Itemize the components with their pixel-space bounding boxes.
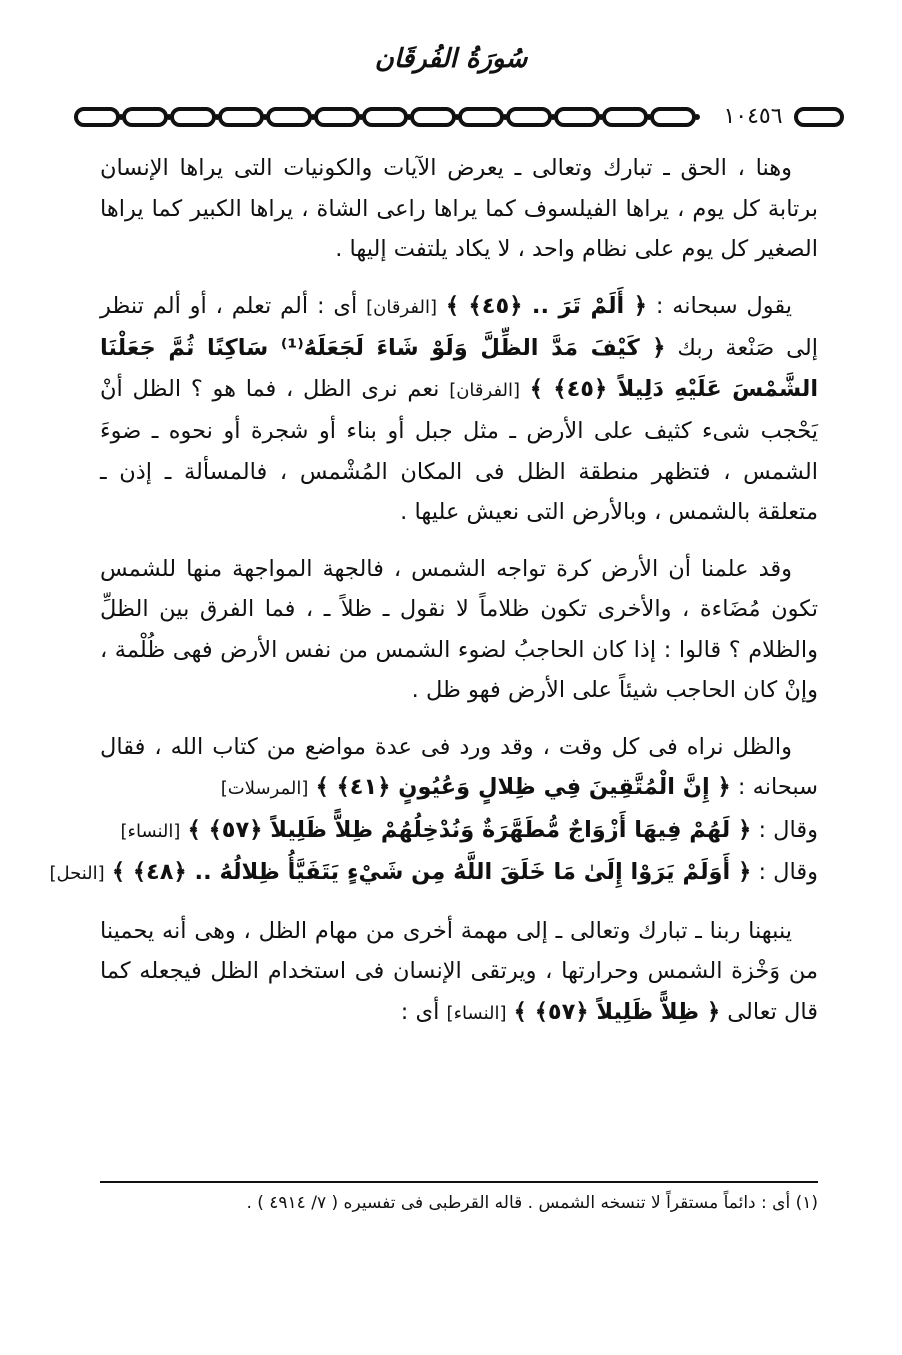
quran-verse: ﴿ كَيْفَ مَدَّ الظِّلَّ وَلَوْ شَاءَ لَجَعَلَهُ⁽¹⁾ سَاكِنًا ثُمَّ جَعَلْنَا الشَّمْسَ عَلَيْهِ دَلِيلاً ﴿٤٥﴾ ﴾ [100, 335, 819, 402]
surah-citation: [النساء] [120, 820, 181, 842]
ornament-link [508, 109, 550, 125]
ornament-link [460, 109, 502, 125]
paragraph-5-end: أى : [400, 998, 440, 1025]
page-number: ١٠٤٥٦ [723, 104, 783, 129]
quran-verse: ﴿ إِنَّ الْمُتَّقِينَ فِي ظِلالٍ وَعُيُونٍ ﴿٤١﴾ ﴾ [315, 774, 731, 800]
surah-title: سُورَةُ الفُرقَان [374, 44, 528, 74]
surah-citation: [النساء] [446, 1002, 507, 1024]
paragraph-2 [100, 286, 818, 533]
paragraph-4 [100, 727, 818, 810]
ornament-end-cap [796, 109, 842, 125]
paragraph-5-intro: ينبهنا ربنا ـ تبارك وتعالى ـ إلى مهمة أخرى من مهام الظل ، وهى أنه يحمينا من وَخْزة الشمس وحرارتها ، ويرتقى الإنسان فى استخدام الظل فيجعله كما قال تعالى [100, 917, 818, 1025]
paragraph-4-line-3-intro: وقال : [758, 859, 818, 885]
ornament-link [268, 109, 310, 125]
surah-citation: [النحل] [49, 863, 105, 884]
ornament-link [604, 109, 646, 125]
quran-verse: ﴿ أَوَلَمْ يَرَوْا إِلَىٰ مَا خَلَقَ اللَّهُ مِن شَيْءٍ يَتَفَيَّأُ ظِلالُهُ .. ﴿٤٨﴾ ﴾ [111, 859, 752, 885]
surah-citation: [الفرقان] [449, 379, 521, 401]
quran-verse: ﴿ ظِلاًّ ظَلِيلاً ﴿٥٧﴾ ﴾ [513, 998, 721, 1025]
quran-verse: ﴿ أَلَمْ تَرَ .. ﴿٤٥﴾ ﴾ [445, 292, 647, 319]
paragraph-4-intro: والظل نراه فى كل وقت ، وقد ورد فى عدة مواضع من كتاب الله ، فقال سبحانه : [100, 733, 818, 800]
paragraph-2-intro: يقول سبحانه : [655, 292, 793, 319]
surah-citation: [الفرقان] [366, 296, 437, 318]
ornament-link [124, 109, 166, 125]
surah-citation: [المرسلات] [220, 778, 309, 799]
paragraph-5 [100, 911, 818, 1035]
ornament-link [412, 109, 454, 125]
paragraph-4-line-2-intro: وقال : [758, 816, 818, 843]
ornament-link [76, 109, 118, 125]
paragraph-2-rest: نعم نرى الظل ، فما هو ؟ الظل أنْ يَحْجب شىء كثيف على الأرض ـ مثل جبل أو بناء أو شجرة أو نحوه ـ ضوءَ الشمس ، فتظهر منطقة الظل فى المكان المُشْمس ، فالمسألة ـ إذن ـ متعلقة بالشمس ، وبالأرض التى نعيش عليها . [100, 375, 818, 525]
main-text [49, 148, 819, 1050]
footnote-divider [100, 1181, 818, 1183]
paragraph-1-text: وهنا ، الحق ـ تبارك وتعالى ـ يعرض الآيات والكونيات التى يراها الإنسان برتابة كل يوم ، يراها الفيلسوف كما يراها راعى الشاة ، يراها الكبير كما يراها الصغير كل يوم على نظام واحد ، لا يكاد يلتفت إليها . [100, 155, 818, 262]
paragraph-3-text: وقد علمنا أن الأرض كرة تواجه الشمس ، فالجهة المواجهة منها للشمس تكون مُضَاءة ، والأخرى تكون ظلاماً لا نقول ـ ظلاً ـ ، فما الفرق بين الظلِّ والظلام ؟ قالوا : إذا كان الحاجبُ لضوء الشمس من نفس الأرض فهى ظُلْمة ، وإنْ كان الحاجب شيئاً على الأرض فهو ظل . [100, 555, 818, 703]
paragraph-4-line-3 [49, 852, 818, 895]
ornament-link [220, 109, 262, 125]
ornament-link [316, 109, 358, 125]
paragraph-2-mid: أى : ألم تعلم ، أو ألم تنظر إلى صَنْعة ربك [100, 292, 818, 361]
footnote: (١) أى : دائماً مستقراً لا تنسخه الشمس . قاله القرطبى فى تفسيره ( ٧/ ٤٩١٤ ) . [246, 1193, 818, 1213]
paragraph-1 [100, 148, 818, 270]
paragraph-4-line-2 [100, 810, 818, 853]
paragraph-3 [100, 549, 818, 711]
ornament-link [172, 109, 214, 125]
ornament-link [556, 109, 598, 125]
ornament-link [364, 109, 406, 125]
quran-verse: ﴿ لَهُمْ فِيهَا أَزْوَاجٌ مُّطَهَّرَةٌ وَنُدْخِلُهُمْ ظِلاًّ ظَلِيلاً ﴿٥٧﴾ ﴾ [187, 816, 752, 843]
ornament-link [652, 109, 694, 125]
ornament-dot [694, 114, 700, 120]
